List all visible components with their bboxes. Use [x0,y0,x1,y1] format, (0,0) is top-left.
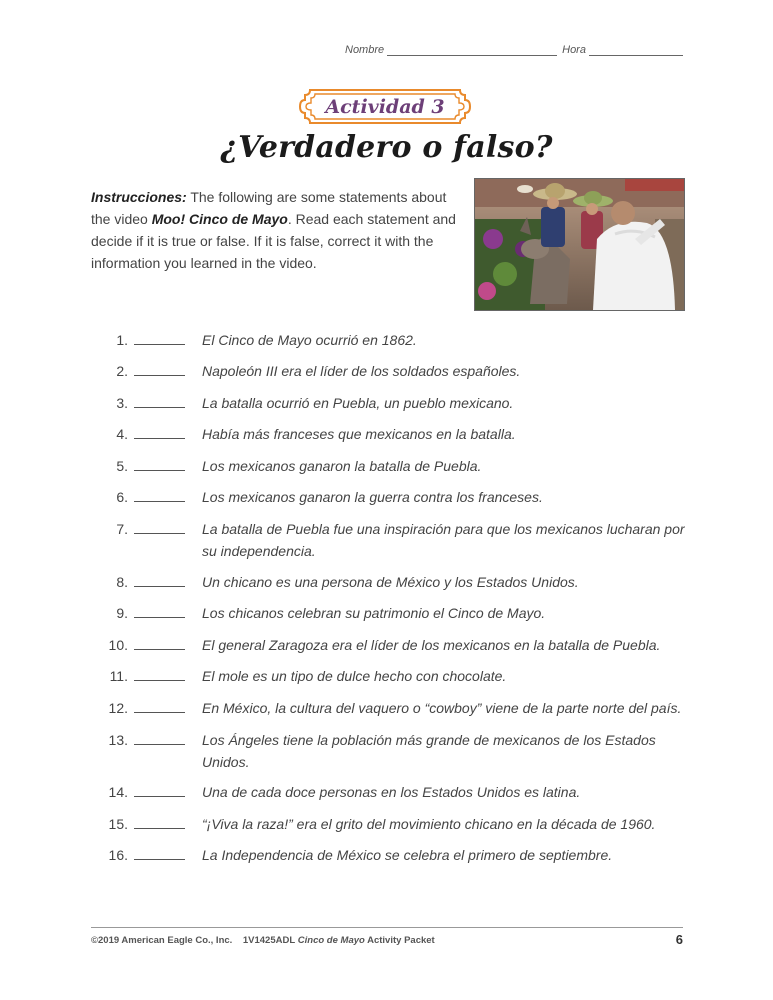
instructions-part2: . Read each statement and decide if it is true or false. If it is false, correct it with the information you learned in the video. [91,211,456,271]
question-number: 1. [116,332,128,348]
question-text: Los Ángeles tiene la población más grande de mexicanos de los Estados Unidos. [202,732,656,770]
answer-blank[interactable] [134,712,185,713]
answer-blank[interactable] [134,407,185,408]
answer-blank[interactable] [134,501,185,502]
activity-label: Actividad 3 [325,95,445,118]
answer-blank[interactable] [134,796,185,797]
question-number: 12. [108,700,128,716]
question-text: Había más franceses que mexicanos en la batalla. [202,426,516,442]
question-text: El mole es un tipo de dulce hecho con chocolate. [202,668,507,684]
question-text: Los mexicanos ganaron la batalla de Puebla. [202,458,482,474]
question-text: Los chicanos celebran su patrimonio el Cinco de Mayo. [202,605,546,621]
answer-blank[interactable] [134,375,185,376]
page-title: ¿Verdadero o falso? [220,130,553,165]
question-text: Una de cada doce personas en los Estados Unidos es latina. [202,784,581,800]
answer-blank[interactable] [134,649,185,650]
video-still-photo [474,178,685,311]
answer-blank[interactable] [134,680,185,681]
question-number: 14. [108,784,128,800]
question-number: 5. [116,458,128,474]
question-text: Un chicano es una persona de México y los Estados Unidos. [202,574,579,590]
answer-blank[interactable] [134,438,185,439]
question-text: El general Zaragoza era el líder de los mexicanos en la batalla de Puebla. [202,637,661,653]
instructions-lead: Instrucciones: [91,189,187,205]
question-number: 9. [116,605,128,621]
activity-badge [298,88,472,125]
question-number: 10. [108,637,128,653]
instructions [91,186,461,274]
question-number: 11. [109,668,128,684]
question-number: 15. [108,816,128,832]
answer-blank[interactable] [134,586,185,587]
page-number: 6 [675,932,683,947]
packet-title: Cinco de Mayo [297,935,365,946]
answer-blank[interactable] [134,828,185,829]
video-title: Moo! Cinco de Mayo [151,211,288,227]
question-number: 8. [116,574,128,590]
question-text: Napoleón III era el líder de los soldados españoles. [202,363,521,379]
question-text: “¡Viva la raza!” era el grito del movimiento chicano en la década de 1960. [202,816,656,832]
answer-blank[interactable] [134,533,185,534]
answer-blank[interactable] [134,470,185,471]
packet-suffix: Activity Packet [364,935,435,946]
question-number: 6. [116,489,128,505]
question-number: 7. [116,521,128,537]
question-text: La Independencia de México se celebra el primero de septiembre. [202,847,613,863]
footer-divider [91,927,683,928]
answer-blank[interactable] [134,617,185,618]
question-number: 3. [116,395,128,411]
period-label: Hora [562,44,586,56]
question-text: El Cinco de Mayo ocurrió en 1862. [202,332,417,348]
question-number: 4. [116,426,128,442]
question-text: La batalla ocurrió en Puebla, un pueblo mexicano. [202,395,514,411]
answer-blank[interactable] [134,344,185,345]
answer-blank[interactable] [134,859,185,860]
name-label: Nombre [345,44,385,56]
question-number: 2. [116,363,128,379]
question-text: En México, la cultura del vaquero o “cowboy” viene de la parte norte del país. [202,700,682,716]
question-text: Los mexicanos ganaron la guerra contra los franceses. [202,489,543,505]
question-text: La batalla de Puebla fue una inspiración para que los mexicanos lucharan por su independencia. [202,521,685,559]
instructions-part1: The following are some statements about the video [91,189,447,227]
footer-credit [91,935,435,946]
question-number: 16. [108,847,128,863]
header-fields [345,44,687,56]
answer-blank[interactable] [134,744,185,745]
name-blank[interactable] [387,45,557,56]
product-code: 1V1425ADL [242,935,296,946]
copyright: ©2019 American Eagle Co., Inc. [91,935,233,946]
period-blank[interactable] [589,45,683,56]
question-number: 13. [108,732,128,748]
